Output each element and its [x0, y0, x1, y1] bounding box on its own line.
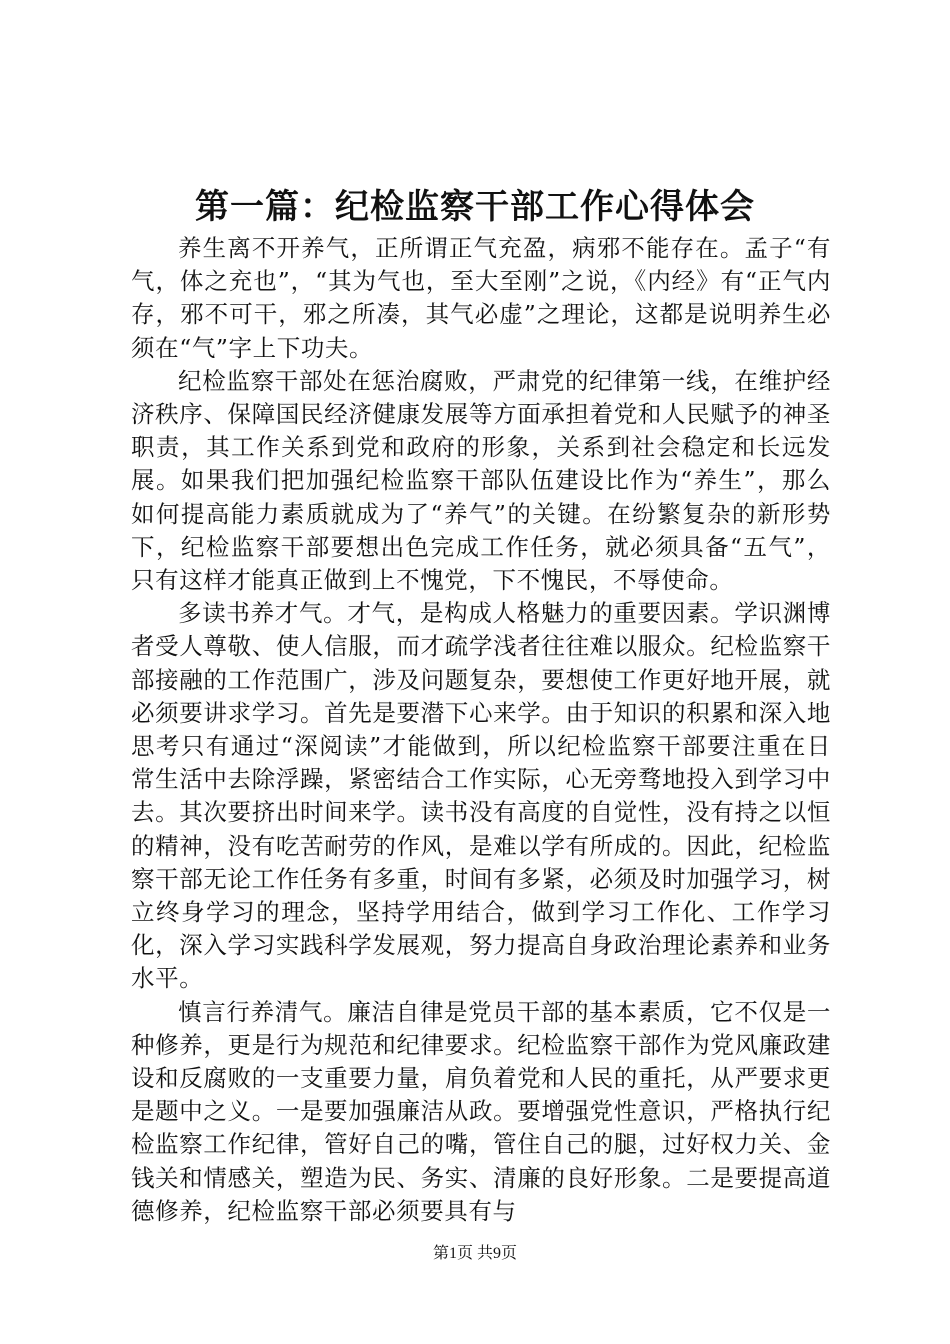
paragraph-1: 养生离不开养气，正所谓正气充盈，病邪不能存在。孟子“有气，体之充也”，“其为气也，至大至刚”之说，《内经》有“正气内存，邪不可干，邪之所凑，其气必虚”之理论，这都是说明养生必须在“气”字上下功夫。 [131, 234, 831, 362]
page-number-footer: 第1页 共9页 [432, 1245, 517, 1262]
paragraph-4: 慎言行养清气。廉洁自律是党员干部的基本素质，它不仅是一种修养，更是行为规范和纪律要求。纪检监察干部作为党风廉政建设和反腐败的一支重要力量，肩负着党和人民的重托，从严要求更是题中之义。一是要加强廉洁从政。要增强党性意识，严格执行纪检监察工作纪律，管好自己的嘴，管住自己的腿，过好权力关、金钱关和情感关，塑造为民、务实、清廉的良好形象。二是要提高道德修养，纪检监察干部必须要具有与 [131, 997, 831, 1225]
document-title: 第一篇：纪检监察干部工作心得体会 [195, 187, 755, 227]
paragraph-3: 多读书养才气。才气，是构成人格魅力的重要因素。学识渊博者受人尊敬、使人信服，而才疏学浅者往往难以服众。纪检监察干部接融的工作范围广，涉及问题复杂，要想使工作更好地开展，就必须要讲求学习。首先是要潜下心来学。由于知识的积累和深入地思考只有通过“深阅读”才能做到，所以纪检监察干部要注重在日常生活中去除浮躁，紧密结合工作实际，心无旁骛地投入到学习中去。其次要挤出时间来学。读书没有高度的自觉性，没有持之以恒的精神，没有吃苦耐劳的作风，是难以学有所成的。因此，纪检监察干部无论工作任务有多重，时间有多紧，必须及时加强学习，树立终身学习的理念，坚持学用结合，做到学习工作化、工作学习化，深入学习实践科学发展观，努力提高自身政治理论素养和业务水平。 [131, 599, 831, 993]
document-body [131, 232, 831, 1228]
paragraph-2: 纪检监察干部处在惩治腐败，严肃党的纪律第一线，在维护经济秩序、保障国民经济健康发展等方面承担着党和人民赋予的神圣职责，其工作关系到党和政府的形象，关系到社会稳定和长远发展。如果我们把加强纪检监察干部队伍建设比作为“养生”，那么如何提高能力素质就成为了“养气”的关键。在纷繁复杂的新形势下，纪检监察干部要想出色完成工作任务，就必须具备“五气”，只有这样才能真正做到上不愧党，下不愧民，不辱使命。 [131, 366, 831, 595]
